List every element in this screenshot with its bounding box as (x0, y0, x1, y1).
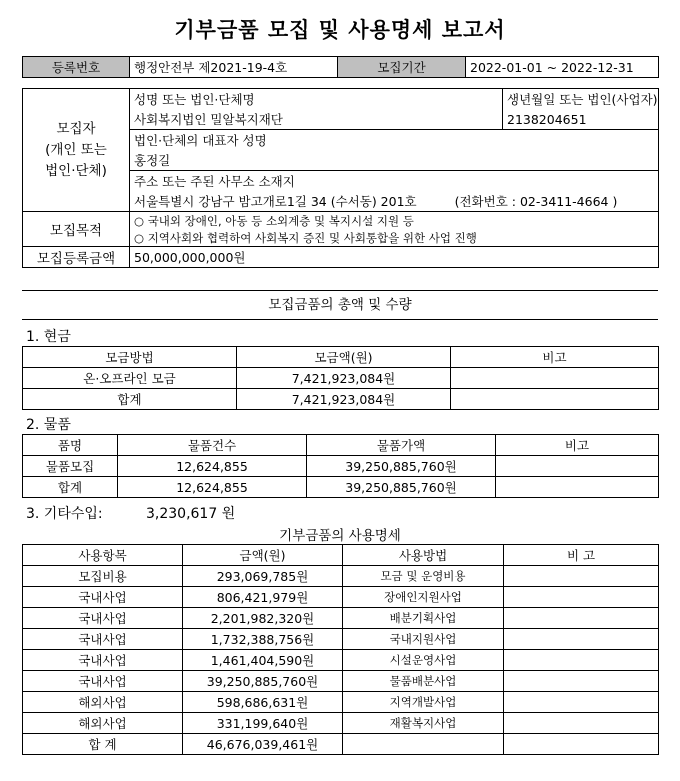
usage-total-method (343, 734, 504, 755)
usage-note (504, 692, 659, 713)
collector-id-value: 2138204651 (503, 109, 659, 130)
usage-method: 배분기획사업 (343, 608, 504, 629)
usage-item: 해외사업 (23, 713, 183, 734)
usage-method: 물품배분사업 (343, 671, 504, 692)
phone-value: (전화번호 : 02-3411-4664 ) (454, 194, 618, 209)
goods-value: 39,250,885,760원 (307, 456, 496, 477)
usage-total-label: 합 계 (23, 734, 183, 755)
target-amount-label: 모집등록금액 (23, 247, 130, 268)
table-row (23, 587, 659, 608)
table-row (23, 389, 659, 410)
table-row (23, 608, 659, 629)
usage-header-note: 비 고 (504, 545, 659, 566)
usage-amount: 806,421,979원 (183, 587, 343, 608)
cash-header-amount: 모금액(원) (237, 347, 451, 368)
table-row (23, 456, 659, 477)
table-row (23, 368, 659, 389)
goods-total-count: 12,624,855 (118, 477, 307, 498)
cash-total-label: 합계 (23, 389, 237, 410)
period-value: 2022-01-01 ~ 2022-12-31 (466, 57, 659, 78)
usage-header-method: 사용방법 (343, 545, 504, 566)
cash-amount: 7,421,923,084원 (237, 368, 451, 389)
address-label: 주소 또는 주된 사무소 소재지 (130, 171, 659, 192)
cash-header-method: 모금방법 (23, 347, 237, 368)
usage-table (22, 544, 659, 755)
goods-item: 물품모집 (23, 456, 118, 477)
usage-note (504, 566, 659, 587)
reg-number-value: 행정안전부 제2021-19-4호 (130, 57, 338, 78)
address-value: 서울특별시 강남구 밤고개로1길 34 (수서동) 201호 (134, 194, 417, 209)
usage-method: 모금 및 운영비용 (343, 566, 504, 587)
goods-total-value: 39,250,885,760원 (307, 477, 496, 498)
collector-id-label: 생년월일 또는 법인(사업자) (503, 89, 659, 110)
usage-item: 국내사업 (23, 587, 183, 608)
usage-note (504, 608, 659, 629)
table-row (23, 671, 659, 692)
usage-total-value: 46,676,039,461원 (183, 734, 343, 755)
usage-amount: 2,201,982,320원 (183, 608, 343, 629)
usage-note (504, 650, 659, 671)
goods-total-note (496, 477, 659, 498)
table-row (23, 692, 659, 713)
cash-table (22, 346, 659, 410)
cash-total-amount: 7,421,923,084원 (237, 389, 451, 410)
usage-item: 국내사업 (23, 629, 183, 650)
usage-method: 국내지원사업 (343, 629, 504, 650)
goods-table (22, 434, 659, 498)
goods-header-count: 물품건수 (118, 435, 307, 456)
cash-total-note (451, 389, 659, 410)
usage-item: 국내사업 (23, 650, 183, 671)
period-label: 모집기간 (338, 57, 466, 78)
registration-table (22, 56, 659, 78)
usage-note (504, 587, 659, 608)
goods-count: 12,624,855 (118, 456, 307, 477)
usage-method: 시설운영사업 (343, 650, 504, 671)
usage-note (504, 629, 659, 650)
usage-amount: 331,199,640원 (183, 713, 343, 734)
usage-amount: 293,069,785원 (183, 566, 343, 587)
goods-header-note: 비고 (496, 435, 659, 456)
representative-label: 법인·단체의 대표자 성명 (130, 130, 659, 151)
table-row (23, 566, 659, 587)
usage-note (504, 671, 659, 692)
table-row (23, 629, 659, 650)
totals-section-title: 모집금품의 총액 및 수량 (22, 290, 658, 320)
goods-note (496, 456, 659, 477)
collector-name-label: 성명 또는 법인·단체명 (130, 89, 503, 110)
cash-method: 온·오프라인 모금 (23, 368, 237, 389)
usage-method: 지역개발사업 (343, 692, 504, 713)
cash-note (451, 368, 659, 389)
usage-header-item: 사용항목 (23, 545, 183, 566)
collector-label: 모집자 (개인 또는 법인·단체) (23, 89, 130, 212)
usage-title: 기부금품의 사용명세 (279, 528, 401, 544)
usage-amount: 39,250,885,760원 (183, 671, 343, 692)
purpose-line-1: ○ 국내외 장애인, 아동 등 소외계층 및 복지시설 지원 등 (130, 212, 659, 230)
report-title: 기부금품 모집 및 사용명세 보고서 (174, 18, 506, 42)
usage-method: 재활복지사업 (343, 713, 504, 734)
other-income-heading: 3. 기타수입: (26, 506, 103, 522)
goods-total-label: 합계 (23, 477, 118, 498)
representative-value: 홍정길 (130, 150, 659, 171)
goods-header-item: 품명 (23, 435, 118, 456)
table-row (23, 477, 659, 498)
usage-amount: 1,461,404,590원 (183, 650, 343, 671)
usage-amount: 598,686,631원 (183, 692, 343, 713)
usage-note (504, 713, 659, 734)
reg-number-label: 등록번호 (23, 57, 130, 78)
usage-item: 국내사업 (23, 671, 183, 692)
goods-heading: 2. 물품 (26, 417, 71, 433)
usage-item: 국내사업 (23, 608, 183, 629)
collector-table (22, 88, 659, 268)
usage-header-amount: 금액(원) (183, 545, 343, 566)
purpose-label: 모집목적 (23, 212, 130, 247)
purpose-line-2: ○ 지역사회와 협력하여 사회복지 증진 및 사회통합을 위한 사업 진행 (130, 229, 659, 247)
usage-item: 모집비용 (23, 566, 183, 587)
cash-heading: 1. 현금 (26, 329, 71, 345)
target-amount-value: 50,000,000,000원 (130, 247, 659, 268)
usage-total-note (504, 734, 659, 755)
usage-amount: 1,732,388,756원 (183, 629, 343, 650)
table-row (23, 650, 659, 671)
usage-item: 해외사업 (23, 692, 183, 713)
table-row (23, 713, 659, 734)
other-income-value: 3,230,617 원 (146, 506, 236, 522)
usage-method: 장애인지원사업 (343, 587, 504, 608)
cash-header-note: 비고 (451, 347, 659, 368)
collector-name-value: 사회복지법인 밀알복지재단 (130, 109, 503, 130)
goods-header-value: 물품가액 (307, 435, 496, 456)
